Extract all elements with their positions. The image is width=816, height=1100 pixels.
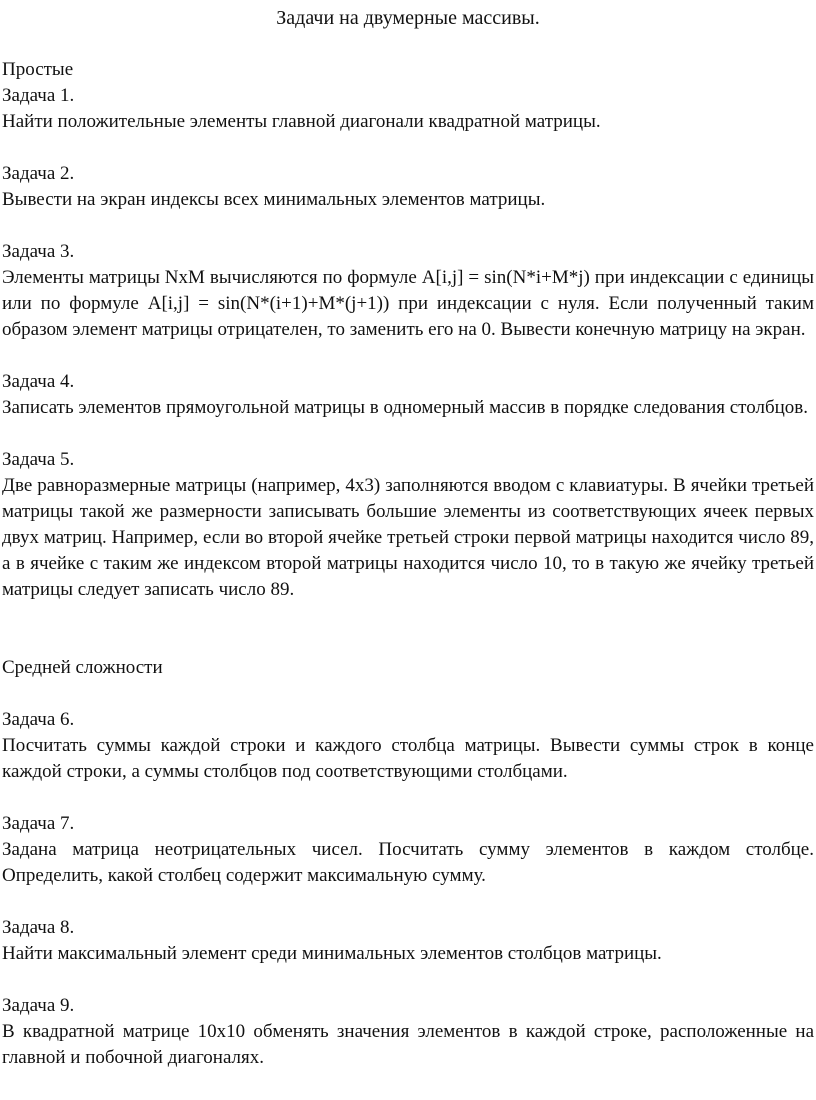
task-9-text: В квадратной матрице 10x10 обменять значения элементов в каждой строке, расположенные на главной и побочной диагоналях. [2,1021,814,1068]
task-1-text: Найти положительные элементы главной диагонали квадратной матрицы. [2,111,601,132]
spacer [2,967,814,993]
spacer [2,603,814,655]
spacer [2,213,814,239]
task-3-heading: Задача 3. [2,241,75,262]
task-3-text: Элементы матрицы NxM вычисляются по формуле A[i,j] = sin(N*i+M*j) при индексации с единицы или по формуле A[i,j] = sin(N*(i+1)+M*(j+1)) при индексации с нуля. Если полученный таким образом элемент матрицы отрицателен, то заменить его на 0. Вывести конечную матрицу на экран. [2,267,814,340]
task-2-text: Вывести на экран индексы всех минимальных элементов матрицы. [2,189,546,210]
task-8-heading: Задача 8. [2,917,75,938]
spacer [2,421,814,447]
task-4-heading: Задача 4. [2,371,75,392]
task-1-heading: Задача 1. [2,85,75,106]
spacer [2,785,814,811]
section-label-simple: Простые [2,59,74,80]
task-2-heading: Задача 2. [2,163,75,184]
spacer [2,135,814,161]
task-6-text: Посчитать суммы каждой строки и каждого столбца матрицы. Вывести суммы строк в конце каждой строки, а суммы столбцов под соответствующими столбцами. [2,735,814,782]
task-6-heading: Задача 6. [2,709,75,730]
task-7-heading: Задача 7. [2,813,75,834]
section-label-medium: Средней сложности [2,657,163,678]
task-9-heading: Задача 9. [2,995,75,1016]
spacer [2,889,814,915]
task-7-text: Задана матрица неотрицательных чисел. Посчитать сумму элементов в каждом столбце. Определить, какой столбец содержит максимальную сумму. [2,839,814,886]
spacer [2,343,814,369]
task-4-text: Записать элементов прямоугольной матрицы в одномерный массив в порядке следования столбцов. [2,397,809,418]
document-title: Задачи на двумерные массивы. [276,7,540,29]
task-5-text: Две равноразмерные матрицы (например, 4x3) заполняются вводом с клавиатуры. В ячейки третьей матрицы такой же размерности записывать большие элементы из соответствующих ячеек первых двух матриц. Например, если во второй ячейке третьей строки первой матрицы находится число 89, а в ячейке с таким же индексом второй матрицы находится число 10, то в такую же ячейку третьей матрицы следует записать число 89. [2,475,814,600]
task-5-heading: Задача 5. [2,449,75,470]
spacer [2,31,814,57]
spacer [2,681,814,707]
task-8-text: Найти максимальный элемент среди минимальных элементов столбцов матрицы. [2,943,662,964]
